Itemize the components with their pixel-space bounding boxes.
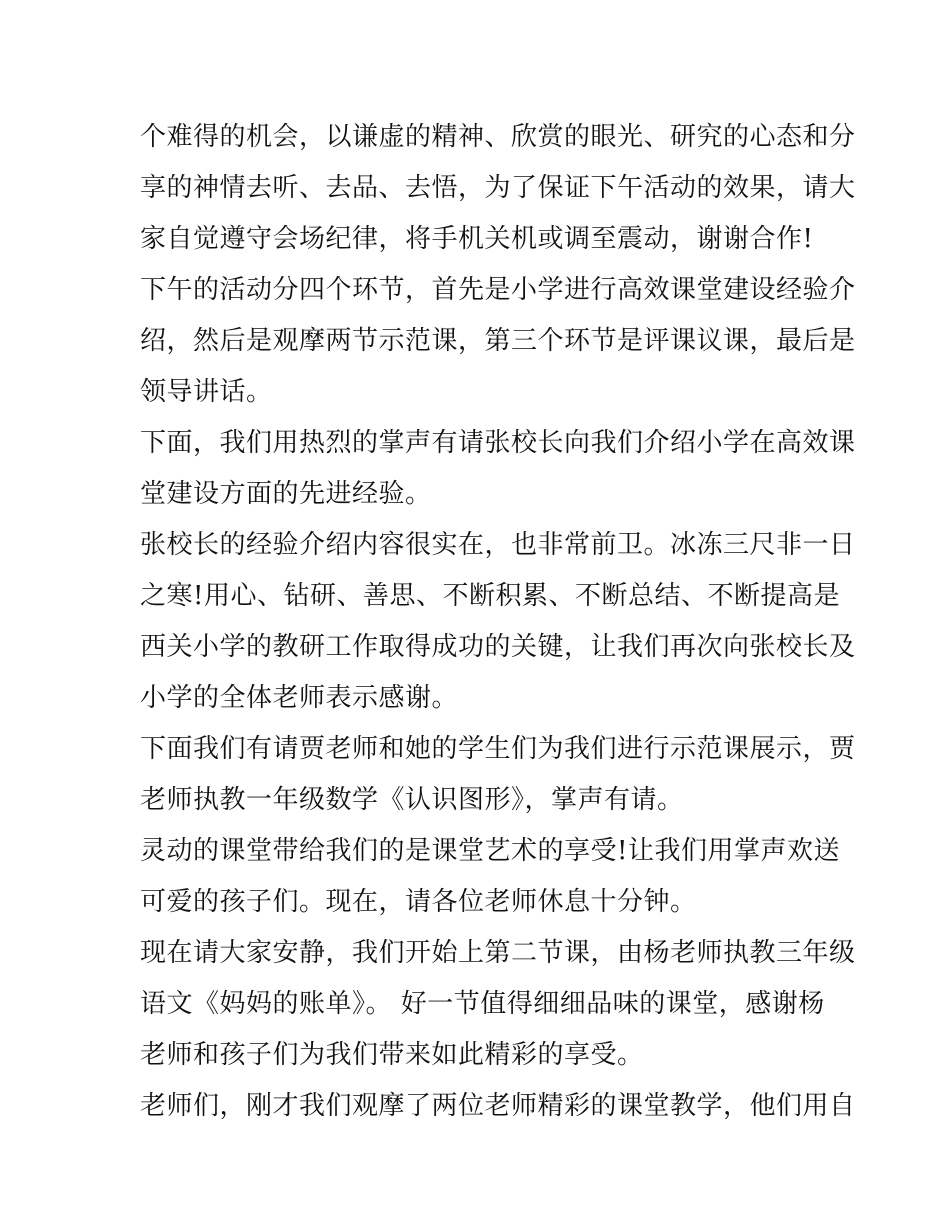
text-line: 老师和孩子们为我们带来如此精彩的享受。	[140, 1040, 644, 1070]
text-line: 堂建设方面的先进经验。	[140, 479, 432, 509]
text-line: 灵动的课堂带给我们的是课堂艺术的享受!让我们用掌声欢送	[140, 836, 840, 866]
text-line: 领导讲话。	[140, 377, 273, 407]
text-line: 家自觉遵守会场纪律，将手机关机或调至震动，谢谢合作!	[140, 224, 814, 254]
text-line: 下午的活动分四个环节，首先是小学进行高效课堂建设经验介	[140, 275, 856, 305]
text-line: 语文《妈妈的账单》。 好一节值得细细品味的课堂，感谢杨	[140, 989, 825, 1019]
text-line: 张校长的经验介绍内容很实在，也非常前卫。冰冻三尺非一日	[140, 530, 856, 560]
text-line: 享的神情去听、去品、去悟，为了保证下午活动的效果，请大	[140, 173, 856, 203]
text-line: 西关小学的教研工作取得成功的关键，让我们再次向张校长及	[140, 632, 856, 662]
text-line: 之寒!用心、钻研、善思、不断积累、不断总结、不断提高是	[140, 581, 840, 611]
text-line: 现在请大家安静，我们开始上第二节课，由杨老师执教三年级	[140, 938, 856, 968]
text-line: 可爱的孩子们。现在，请各位老师休息十分钟。	[140, 887, 697, 917]
text-line: 老师执教一年级数学《认识图形》，掌声有请。	[140, 785, 684, 815]
text-line: 下面，我们用热烈的掌声有请张校长向我们介绍小学在高效课	[140, 428, 856, 458]
text-line: 小学的全体老师表示感谢。	[140, 683, 459, 713]
document-body	[140, 112, 856, 1132]
text-line: 个难得的机会，以谦虚的精神、欣赏的眼光、研究的心态和分	[140, 122, 856, 152]
text-line: 老师们，刚才我们观摩了两位老师精彩的课堂教学，他们用自	[140, 1091, 856, 1121]
text-line: 下面我们有请贾老师和她的学生们为我们进行示范课展示，贾	[140, 734, 856, 764]
text-line: 绍，然后是观摩两节示范课，第三个环节是评课议课，最后是	[140, 326, 856, 356]
